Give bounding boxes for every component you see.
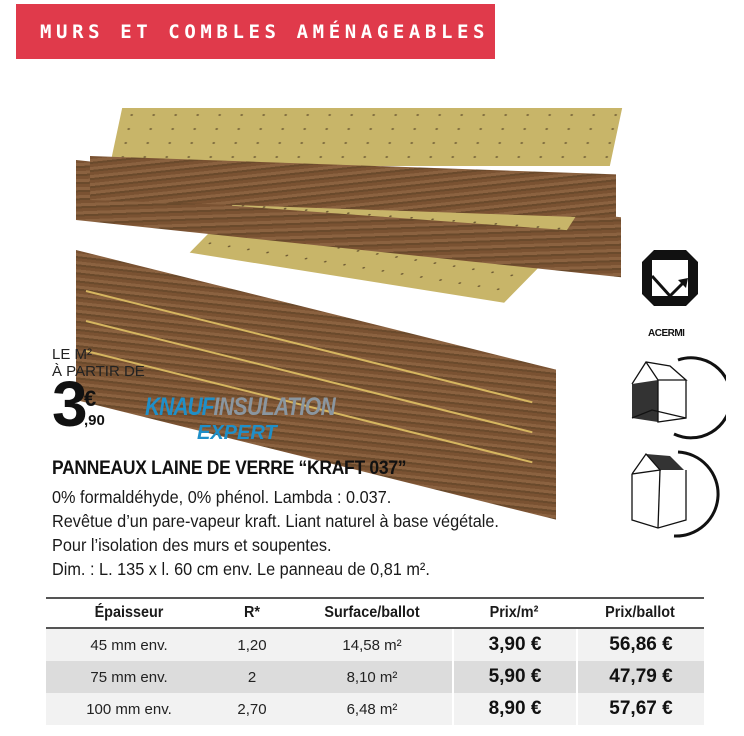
price-from-label: À PARTIR DE <box>52 363 145 380</box>
cell-price-bale: 57,67 € <box>576 693 704 725</box>
cell-price-bale: 47,79 € <box>576 661 704 693</box>
cell-r-value: 2,70 <box>237 700 267 718</box>
cell-surface: 6,48 m² <box>346 700 398 718</box>
product-title: PANNEAUX LAINE DE VERRE “KRAFT 037” <box>52 458 407 479</box>
header-price-m2: Prix/m² <box>489 604 539 621</box>
table-row <box>46 629 704 661</box>
product-image-insulation-panels <box>76 100 636 440</box>
cell-thickness: 100 mm env. <box>86 700 172 718</box>
price-decimal: ,90 <box>84 412 105 429</box>
price-unit-label: LE M² <box>52 346 93 363</box>
header-surface: Surface/ballot <box>324 604 420 621</box>
house-roof-icon <box>626 444 726 544</box>
price-integer: 3 <box>52 368 86 440</box>
cell-surface: 14,58 m² <box>342 636 402 654</box>
cell-price-m2: 8,90 € <box>452 693 576 725</box>
cell-thickness: 45 mm env. <box>90 636 168 654</box>
header-thickness: Épaisseur <box>94 604 164 621</box>
house-wall-icon <box>626 352 726 442</box>
description-line: Revêtue d’un pare-vapeur kraft. Liant naturel à base végétale. <box>52 511 499 531</box>
description-line: Dim. : L. 135 x l. 60 cm env. Le panneau de 0,81 m². <box>52 559 430 579</box>
table-header <box>46 597 704 629</box>
cell-price-bale: 56,86 € <box>576 629 704 661</box>
acermi-logo-icon <box>640 248 700 328</box>
table-row <box>46 661 704 693</box>
brand-knauf: KNAUF <box>145 393 214 422</box>
product-description <box>52 485 533 581</box>
description-line: 0% formaldéhyde, 0% phénol. Lambda : 0.037. <box>52 487 392 507</box>
header-r-value: R* <box>243 604 261 621</box>
brand-expert: EXPERT <box>197 422 277 444</box>
cell-price-m2: 3,90 € <box>452 629 576 661</box>
brand-insulation: INSULATION <box>213 393 336 422</box>
price-table <box>46 597 704 725</box>
cell-thickness: 75 mm env. <box>90 668 168 686</box>
table-row <box>46 693 704 725</box>
description-line: Pour l’isolation des murs et soupentes. <box>52 535 332 555</box>
cell-r-value: 2 <box>247 668 257 686</box>
price-currency: € <box>84 386 97 411</box>
acermi-label: ACERMI <box>648 328 685 339</box>
banner-title: MURS ET COMBLES AMÉNAGEABLES <box>40 20 490 43</box>
cell-surface: 8,10 m² <box>346 668 398 686</box>
cell-price-m2: 5,90 € <box>452 661 576 693</box>
category-banner <box>16 4 495 59</box>
cell-r-value: 1,20 <box>237 636 267 654</box>
knauf-insulation-expert-logo <box>145 393 336 444</box>
header-price-bale: Prix/ballot <box>605 604 675 621</box>
